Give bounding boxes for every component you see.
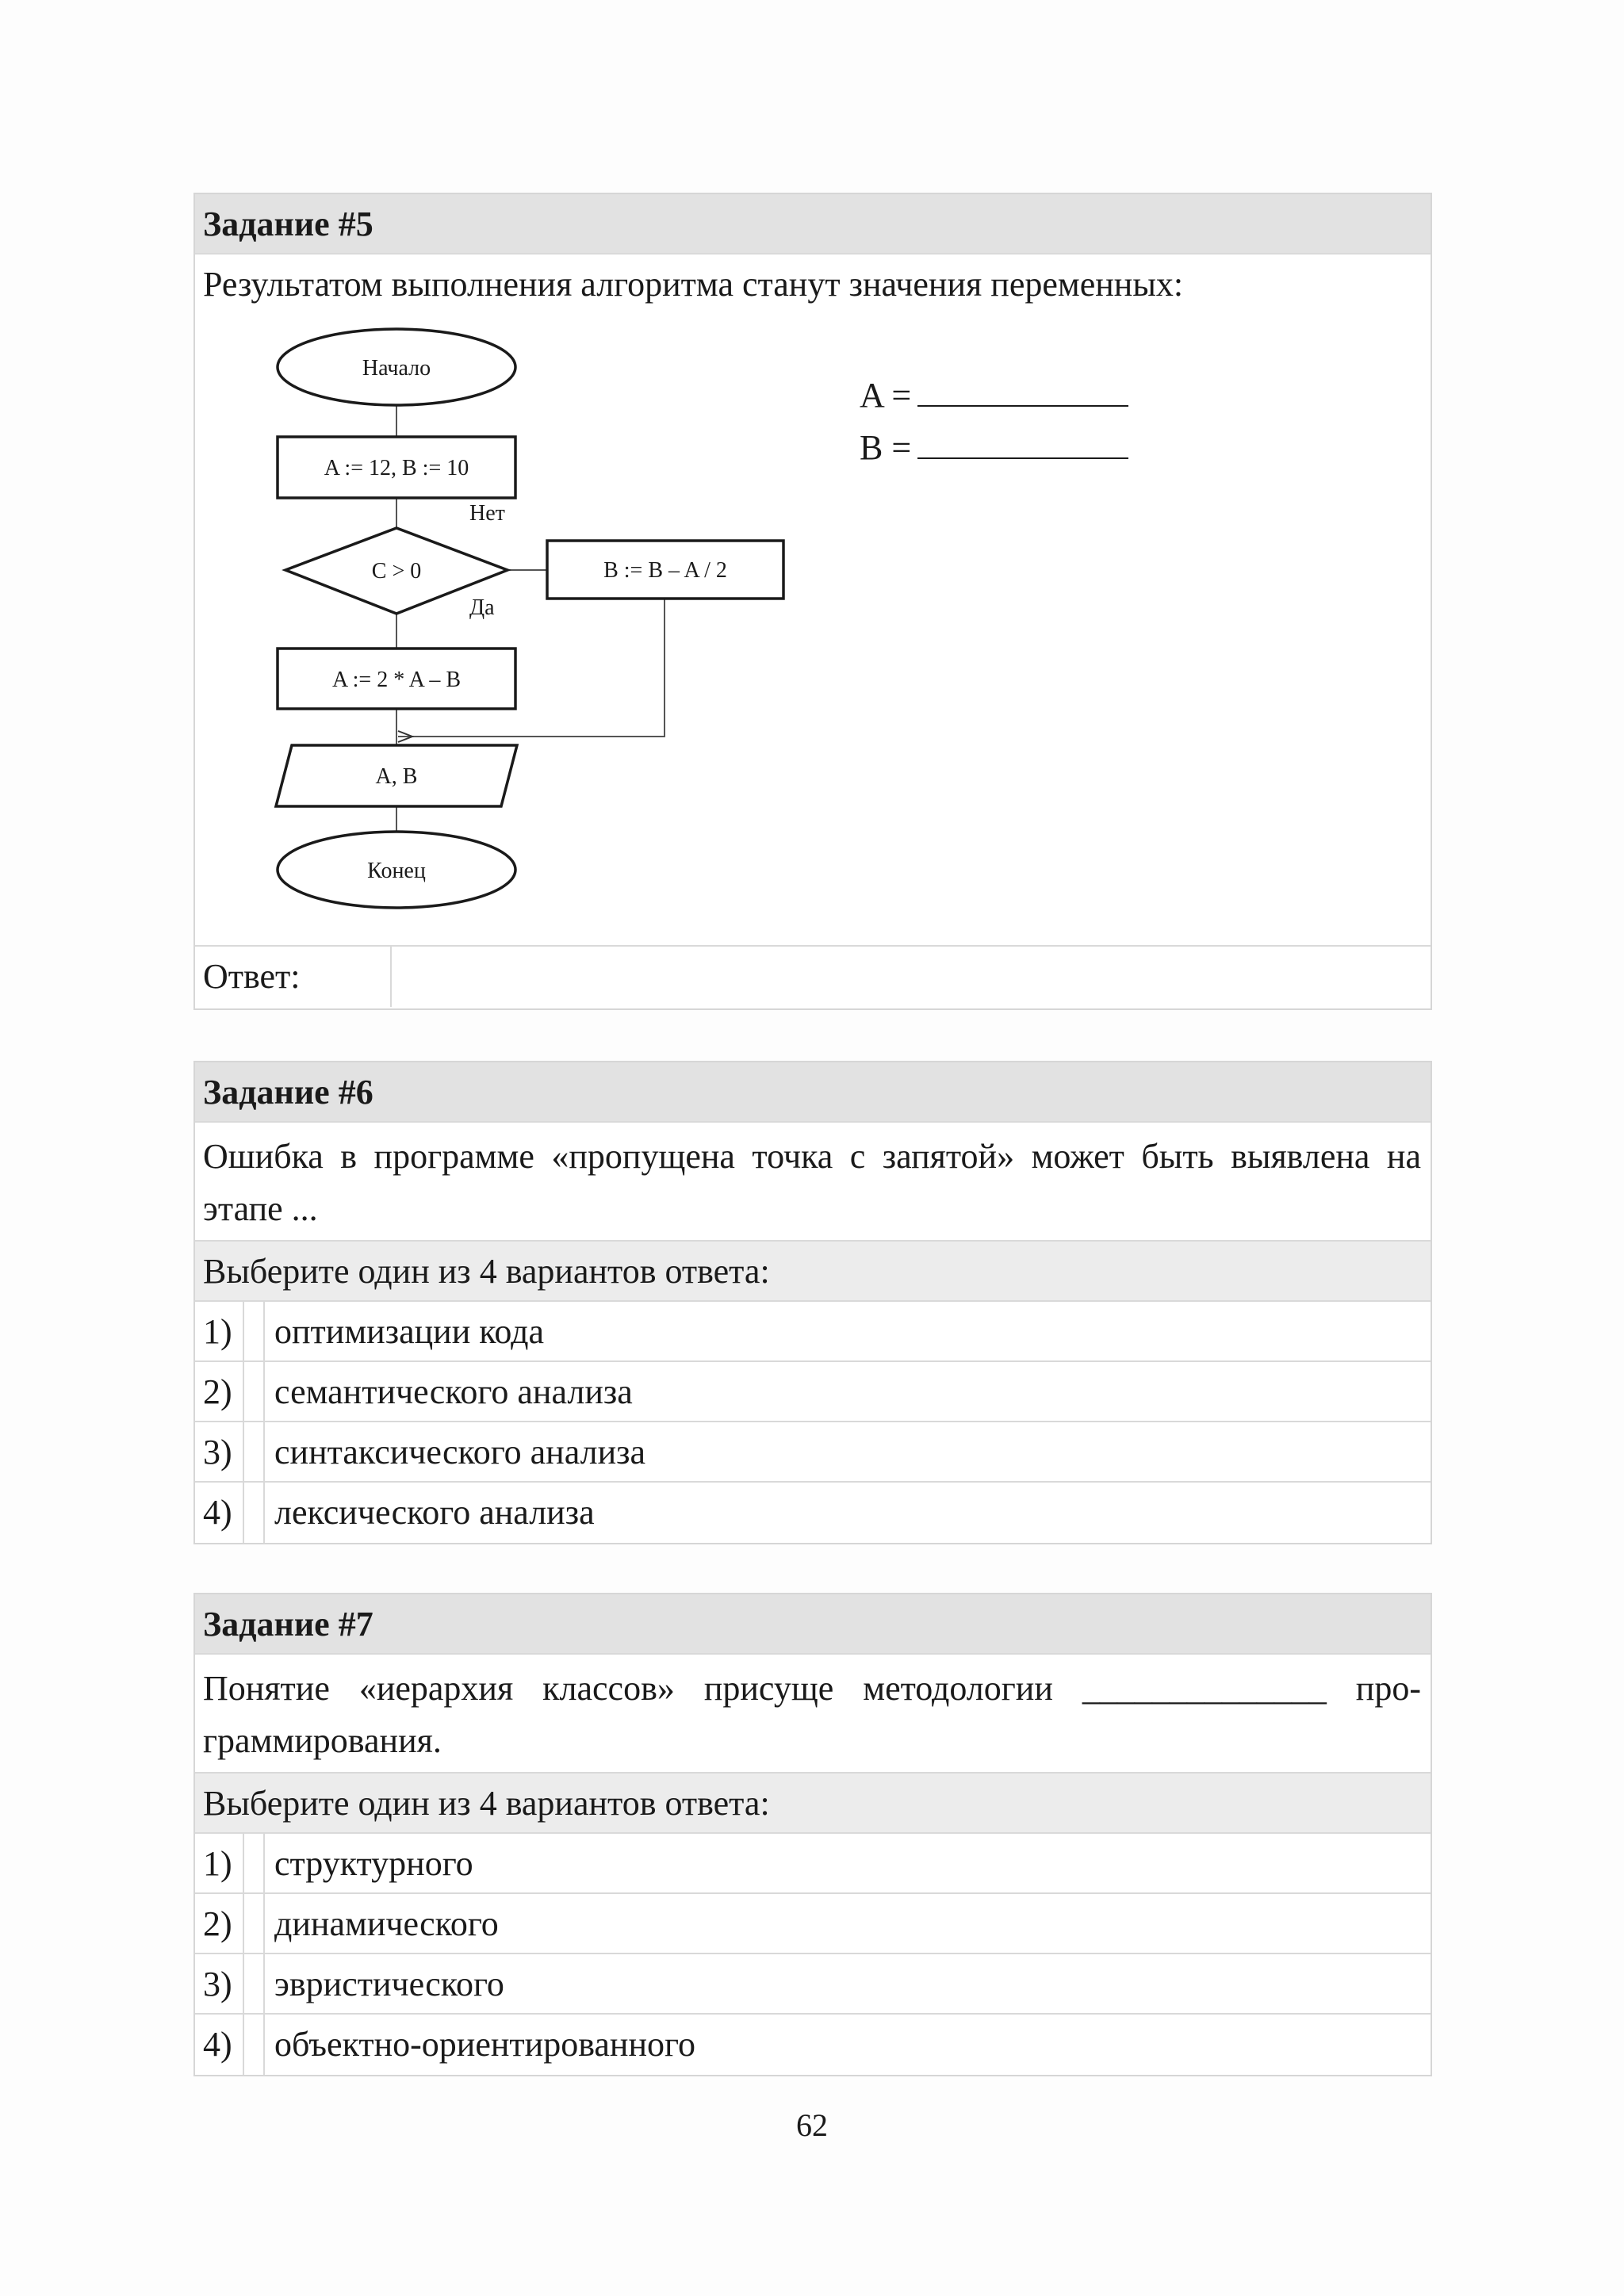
- option-select-cell[interactable]: [244, 1483, 265, 1543]
- option-select-cell[interactable]: [244, 1954, 265, 2013]
- option-number: 4): [195, 1483, 244, 1543]
- option-select-cell[interactable]: [244, 1362, 265, 1421]
- option-number: 2): [195, 1362, 244, 1421]
- option-text: структурного: [274, 1844, 473, 1883]
- flowchart-no-label: Нет: [469, 501, 505, 526]
- option-number: 1): [195, 1834, 244, 1892]
- option-text: объектно-ориентированного: [274, 2025, 695, 2064]
- option-number: 3): [195, 1954, 244, 2013]
- option-number: 2): [195, 1894, 244, 1953]
- task-7-block: [193, 1593, 1432, 2076]
- option-text: оптимизации кода: [274, 1312, 545, 1351]
- option-text: семантического анализа: [274, 1372, 633, 1411]
- task-6-title: Задание #6: [195, 1062, 1431, 1123]
- task-7-question: Понятие «иерархия классов» присуще методологии ______________ про-граммирования.: [195, 1655, 1431, 1774]
- answer-label: Ответ:: [195, 947, 392, 1007]
- task-7-option-1[interactable]: [195, 1834, 1431, 1894]
- task-6-option-1[interactable]: [195, 1302, 1431, 1362]
- task-7-option-2[interactable]: [195, 1894, 1431, 1954]
- option-select-cell[interactable]: [244, 1422, 265, 1481]
- option-text: синтаксического анализа: [274, 1433, 646, 1471]
- task-7-prompt: Выберите один из 4 вариантов ответа:: [195, 1774, 1431, 1834]
- answer-field[interactable]: [392, 947, 1431, 1007]
- answer-b-label: B =: [860, 428, 912, 467]
- option-text: динамического: [274, 1904, 499, 1943]
- option-number: 3): [195, 1422, 244, 1481]
- flowchart-condition-label: C > 0: [371, 559, 422, 584]
- flowchart-yes-branch-label: A := 2 * A – B: [331, 668, 462, 692]
- option-select-cell[interactable]: [244, 1302, 265, 1360]
- task-6-question: Ошибка в программе «пропущена точка с запятой» может быть выявлена на этапе ...: [195, 1123, 1431, 1242]
- task-5-title: Задание #5: [195, 194, 1431, 254]
- option-text: эвристического: [274, 1965, 504, 2003]
- task-6-option-2[interactable]: [195, 1362, 1431, 1422]
- task-5-body: [195, 254, 1431, 947]
- flowchart-output-label: A, B: [375, 764, 418, 789]
- task-7-title: Задание #7: [195, 1594, 1431, 1655]
- task-7-option-3[interactable]: [195, 1954, 1431, 2015]
- option-number: 1): [195, 1302, 244, 1360]
- algorithm-flowchart: [195, 254, 1432, 947]
- option-text: лексического анализа: [274, 1493, 595, 1532]
- task-6-block: [193, 1061, 1432, 1544]
- option-select-cell[interactable]: [244, 1894, 265, 1953]
- task-6-prompt: Выберите один из 4 вариантов ответа:: [195, 1242, 1431, 1302]
- task-7-option-4[interactable]: [195, 2015, 1431, 2075]
- task-5-intro: Результатом выполнения алгоритма станут значения переменных:: [203, 265, 1184, 304]
- task-6-option-4[interactable]: [195, 1483, 1431, 1543]
- option-select-cell[interactable]: [244, 1834, 265, 1892]
- option-select-cell[interactable]: [244, 2015, 265, 2075]
- flowchart-yes-label: Да: [469, 595, 495, 620]
- option-number: 4): [195, 2015, 244, 2075]
- page-number: 62: [796, 2107, 828, 2143]
- flowchart-start-label: Начало: [362, 356, 431, 381]
- flowchart-init-label: A := 12, B := 10: [324, 456, 469, 480]
- flowchart-no-branch-label: B := B – A / 2: [603, 558, 727, 583]
- task-5-block: [193, 193, 1432, 1010]
- answer-a-label: A =: [860, 376, 912, 415]
- task-5-answer-row: [195, 947, 1431, 1007]
- flowchart-end-label: Конец: [367, 859, 426, 883]
- task-6-option-3[interactable]: [195, 1422, 1431, 1483]
